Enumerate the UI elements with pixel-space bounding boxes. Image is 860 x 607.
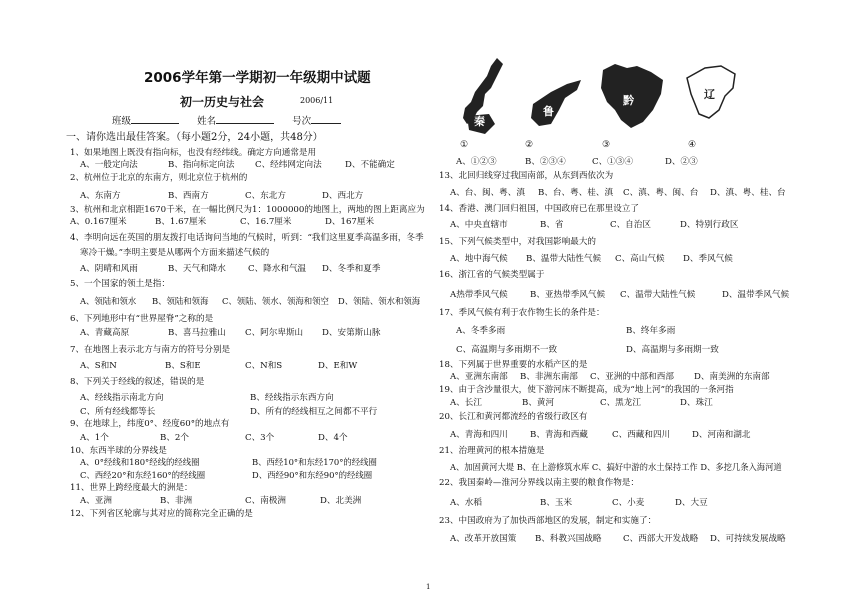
q4-option-d: D、冬季和夏季 xyxy=(322,264,381,274)
exam-date: 2006/11 xyxy=(300,96,334,105)
q1-option-d: D、不能确定 xyxy=(345,160,395,170)
question-18: 18、下列属于世界重要的水稻产区的是 xyxy=(439,360,588,370)
q3-option-b: B、1.67厘米 xyxy=(155,217,207,227)
province-maps xyxy=(455,54,745,150)
class-label: 班级 xyxy=(112,116,132,127)
seat-label: 号次 xyxy=(292,116,312,127)
question-23: 23、中国政府为了加快西部地区的发展，制定和实施了： xyxy=(439,516,657,526)
q8-option-b: B、经线指示东西方向 xyxy=(250,393,334,403)
q10-option-d: D、西经90°和东经90°的经线圈 xyxy=(252,470,373,480)
q9-option-c: C、3个 xyxy=(245,433,275,443)
q12-option-a: A、①②③ xyxy=(456,157,497,167)
question-20: 20、长江和黄河都流经的省级行政区有 xyxy=(439,412,588,422)
q2-option-c: C、东北方 xyxy=(245,191,286,201)
q17-option-b: B、终年多雨 xyxy=(626,326,676,336)
question-15: 15、下列气候类型中，对我国影响最大的 xyxy=(439,237,597,247)
q15-option-b: B、温带大陆性气候 xyxy=(526,254,602,264)
q4-option-b: B、天气和降水 xyxy=(168,264,226,274)
question-13: 13、北回归线穿过我国南部，从东到西依次为 xyxy=(439,171,614,181)
q5-option-d: D、领陆、领水和领海 xyxy=(338,296,421,306)
q11-option-c: C、南极洲 xyxy=(245,496,286,506)
q9-option-d: D、4个 xyxy=(318,433,348,443)
seat-blank xyxy=(311,114,341,124)
question-3: 3、杭州和北京相距1670千米，在一幅比例尺为1：1000000的地图上，两地的图上距离应为 xyxy=(70,205,425,215)
q23-option-a: A、改革开放国策 xyxy=(450,534,517,544)
question-2: 2、杭州位于北京的东南方，则北京位于杭州的 xyxy=(70,173,248,183)
question-4: 4、李明向远在英国的朋友拨打电话询问当地的气候时，听到：“我们这里夏季高温多雨，冬季 xyxy=(70,233,424,243)
map-number-2: ② xyxy=(525,140,534,150)
q21-options: A、加固黄河大堤 B、在上游修筑水库 C、搞好中游的水土保持工作 D、多挖几条入海河道 xyxy=(450,462,782,472)
q16-option-d: D、温带季风气候 xyxy=(722,290,790,300)
map-number-1: ① xyxy=(460,140,469,150)
q14-option-d: D、特别行政区 xyxy=(680,220,739,230)
q23-option-b: B、科教兴国战略 xyxy=(535,534,602,544)
question-22: 22、我国秦岭—淮河分界线以南主要的粮食作物是： xyxy=(439,478,639,488)
q2-option-a: A、东南方 xyxy=(80,191,121,201)
q9-option-b: B、2个 xyxy=(160,433,189,443)
q12-option-c: C、①③④ xyxy=(592,157,633,167)
q7-option-c: C、N和S xyxy=(245,361,283,371)
q1-option-a: A、一般定向法 xyxy=(80,160,138,170)
q20-option-c: C、西藏和四川 xyxy=(612,430,671,440)
q17-option-a: A、冬季多雨 xyxy=(456,326,506,336)
question-6: 6、下列地形中有“世界屋脊”之称的是 xyxy=(70,314,214,324)
q5-option-a: A、领陆和领水 xyxy=(80,296,137,306)
class-blank xyxy=(131,114,179,124)
q22-option-a: A、水稻 xyxy=(450,498,482,508)
q6-option-a: A、青藏高原 xyxy=(80,328,130,338)
name-label: 姓名 xyxy=(197,116,217,127)
q22-option-c: C、小麦 xyxy=(612,498,645,508)
shandong-map xyxy=(531,80,581,126)
question-16: 16、浙江省的气候类型属于 xyxy=(439,270,545,280)
q18-option-b: B、非洲东南部 xyxy=(520,372,578,382)
q18-option-d: D、南美洲的东南部 xyxy=(694,372,770,382)
shaanxi-map xyxy=(463,58,503,134)
question-9: 9、在地球上，纬度0°、经度60°的地点有 xyxy=(70,419,230,429)
map-label-qian: 黔 xyxy=(623,94,634,107)
q22-option-b: B、玉米 xyxy=(540,498,573,508)
question-12: 12、下列省区轮廓与其对应的简称完全正确的是 xyxy=(70,509,253,519)
q3-option-a: A、0.167厘米 xyxy=(70,217,127,227)
q12-option-d: D、②③ xyxy=(665,157,698,167)
question-17: 17、季风气候有利于农作物生长的条件是： xyxy=(439,308,605,318)
q6-option-b: B、喜马拉雅山 xyxy=(168,328,226,338)
q19-option-c: C、黑龙江 xyxy=(600,398,641,408)
q14-option-a: A、中央直辖市 xyxy=(450,220,508,230)
q23-option-c: C、西部大开发战略 xyxy=(623,534,699,544)
q2-option-d: D、西北方 xyxy=(322,191,364,201)
map-number-3: ③ xyxy=(602,140,611,150)
q11-option-b: B、非洲 xyxy=(160,496,193,506)
q15-option-d: D、季风气候 xyxy=(683,254,733,264)
q8-option-c: C、所有经线都等长 xyxy=(80,407,156,417)
q5-option-c: C、领陆、领水、领海和领空 xyxy=(222,296,329,306)
q1-option-b: B、指向标定向法 xyxy=(168,160,235,170)
exam-subtitle: 初一历史与社会 xyxy=(180,95,265,109)
q1-option-c: C、经纬网定向法 xyxy=(255,160,322,170)
q3-option-d: D、167厘米 xyxy=(325,217,375,227)
q17-option-d: D、高温期与多雨期一致 xyxy=(626,345,719,355)
question-14: 14、香港、澳门回归祖国，中国政府已在那里设立了 xyxy=(439,204,639,214)
question-8: 8、下列关于经线的叙述，错误的是 xyxy=(70,377,205,387)
q13-option-d: D、滇、粤、桂、台 xyxy=(710,188,786,198)
q23-option-d: D、可持续发展战略 xyxy=(710,534,786,544)
student-info-line xyxy=(112,113,341,127)
q12-option-b: B、②③④ xyxy=(525,157,566,167)
map-label-qin: 秦 xyxy=(474,115,485,128)
q7-option-a: A、S和N xyxy=(80,361,117,371)
q16-option-a: A热带季风气候 xyxy=(450,290,508,300)
q3-option-c: C、16.7厘米 xyxy=(240,217,292,227)
q16-option-b: B、亚热带季风气候 xyxy=(530,290,606,300)
q11-option-d: D、北美洲 xyxy=(320,496,362,506)
q22-option-d: D、大豆 xyxy=(675,498,708,508)
q10-option-b: B、西经10°和东经170°的经线圈 xyxy=(252,457,377,467)
q4-option-a: A、阴晴和风雨 xyxy=(80,264,138,274)
q8-option-d: D、所有的经线相互之间都不平行 xyxy=(250,407,378,417)
q20-option-b: B、青海和西藏 xyxy=(530,430,588,440)
q8-option-a: A、经线指示南北方向 xyxy=(80,393,164,403)
q9-option-a: A、1个 xyxy=(80,433,109,443)
q5-option-b: B、领陆和领海 xyxy=(152,296,209,306)
q11-option-a: A、亚洲 xyxy=(80,496,112,506)
q15-option-a: A、地中海气候 xyxy=(450,254,508,264)
name-blank xyxy=(216,114,274,124)
q14-option-c: C、自治区 xyxy=(610,220,651,230)
map-label-liao: 辽 xyxy=(704,88,715,101)
question-21: 21、治理黄河的根本措施是 xyxy=(439,446,545,456)
q20-option-d: D、河南和湖北 xyxy=(692,430,751,440)
page-number: 1 xyxy=(426,583,431,591)
question-19: 19、由于含沙量很大，使下游河床不断提高，成为“地上河”的我国的一条河指 xyxy=(439,385,734,395)
map-label-lu: 鲁 xyxy=(543,105,554,118)
q13-option-a: A、台、闽、粤、滇 xyxy=(450,188,525,198)
q2-option-b: B、西南方 xyxy=(168,191,209,201)
q18-option-a: A、亚洲东南部 xyxy=(450,372,508,382)
q16-option-c: C、温带大陆性气候 xyxy=(620,290,696,300)
guizhou-map xyxy=(601,64,663,128)
q13-option-c: C、滇、粤、闽、台 xyxy=(623,188,699,198)
question-7: 7、在地图上表示北方与南方的符号分别是 xyxy=(70,345,231,355)
q15-option-c: C、高山气候 xyxy=(615,254,665,264)
question-4-cont: 寒冷干燥。”李明主要是从哪两个方面来描述气候的 xyxy=(80,248,270,258)
q18-option-c: C、亚洲的中部和西部 xyxy=(590,372,674,382)
exam-title: 2006学年第一学期初一年级期中试题 xyxy=(144,70,371,86)
map-number-4: ④ xyxy=(688,140,697,150)
section-heading: 一、请你选出最佳答案。（每小题2分，24小题，共48分） xyxy=(66,132,323,143)
q4-option-c: C、降水和气温 xyxy=(248,264,307,274)
q19-option-a: A、长江 xyxy=(450,398,482,408)
q17-option-c: C、高温期与多雨期不一致 xyxy=(456,345,558,355)
q20-option-a: A、青海和四川 xyxy=(450,430,508,440)
q7-option-d: D、E和W xyxy=(318,361,358,371)
question-10: 10、东西半球的分界线是 xyxy=(70,446,167,456)
q19-option-b: B、黄河 xyxy=(522,398,555,408)
q13-option-b: B、台、粤、桂、滇 xyxy=(538,188,614,198)
q6-option-c: C、阿尔卑斯山 xyxy=(245,328,304,338)
q19-option-d: D、珠江 xyxy=(680,398,713,408)
q10-option-a: A、0°经线和180°经线的经线圈 xyxy=(80,457,200,467)
q6-option-d: D、安第斯山脉 xyxy=(322,328,381,338)
liaoning-map xyxy=(687,66,735,118)
question-5: 5、一个国家的领土是指： xyxy=(70,279,170,289)
q10-option-c: C、西经20°和东经160°的经线圈 xyxy=(80,470,206,480)
q14-option-b: B、省 xyxy=(540,220,564,230)
question-1: 1、如果地图上既没有指向标，也没有经纬线。确定方向通常是用 xyxy=(70,148,317,158)
question-11: 11、世界上跨经度最大的洲是： xyxy=(70,483,193,493)
q7-option-b: B、S和E xyxy=(165,361,201,371)
